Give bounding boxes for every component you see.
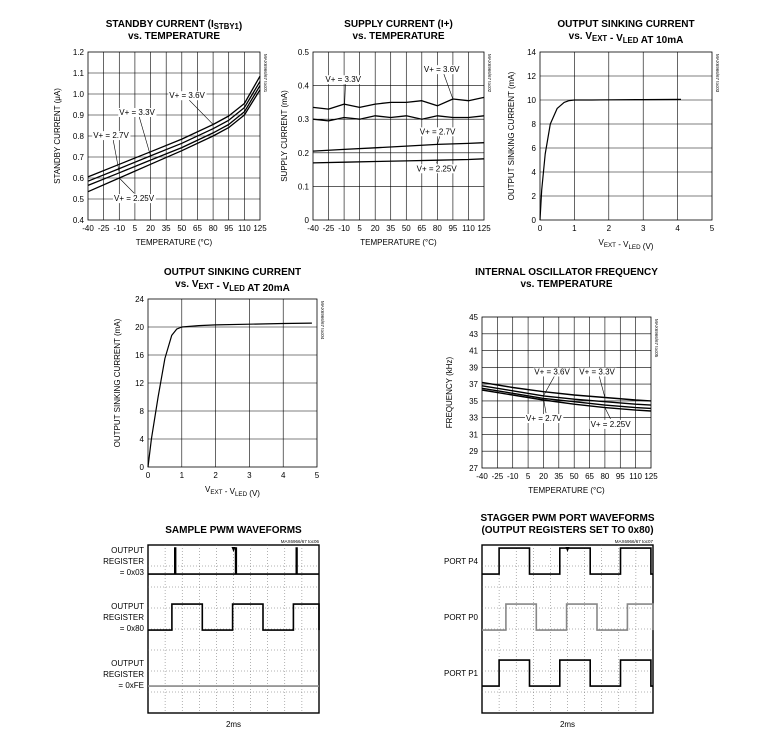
annotation-leader: [189, 100, 213, 124]
x-tick-label: 80: [208, 224, 218, 233]
series-annotation: V+ = 3.6V: [423, 65, 460, 75]
x-tick-label: -10: [113, 224, 126, 233]
series-annotation: V+ = 2.7V: [93, 131, 129, 141]
x-tick-label: 35: [161, 224, 171, 233]
x-axis-label: TEMPERATURE (°C): [360, 238, 437, 247]
channel-label: PORT P1: [444, 669, 478, 679]
series-annotation: V+ = 2.25V: [416, 164, 457, 174]
x-tick-label: 125: [253, 224, 267, 233]
y-tick-label: 8: [139, 407, 144, 416]
series-line: [540, 99, 681, 220]
x-tick-label: 35: [386, 224, 396, 233]
x-tick-label: 20: [146, 224, 155, 233]
scope-title-line: (OUTPUT REGISTERS SET TO 0x80): [481, 525, 654, 536]
chart-osc: [445, 267, 659, 495]
series-annotation: V+ = 2.7V: [526, 414, 562, 424]
chart-supply: [280, 19, 492, 247]
series-annotation: V+ = 3.6V: [534, 367, 570, 377]
figure-code: MAX6966/67 toc03: [715, 54, 720, 93]
x-tick-label: 0: [537, 224, 543, 233]
x-axis-label: TEMPERATURE (°C): [528, 486, 605, 495]
chart-title-line: OUTPUT SINKING CURRENT: [163, 267, 302, 278]
chart-sink20: [113, 267, 325, 498]
y-tick-label: 24: [135, 295, 144, 304]
x-tick-label: -40: [307, 224, 319, 233]
x-tick-label: -25: [491, 472, 504, 481]
chart-title-line: vs. TEMPERATURE: [520, 279, 613, 290]
series-line: [313, 97, 484, 109]
y-axis-label: FREQUENCY (kHz): [445, 356, 454, 429]
timebase-label: 2ms: [559, 720, 576, 729]
x-tick-label: 65: [193, 224, 202, 233]
figure-code: MAX6966/67 toc06: [280, 539, 319, 544]
channel-label: = 0xFE: [118, 681, 144, 691]
series-line: [88, 90, 260, 192]
x-tick-label: 20: [539, 472, 548, 481]
y-tick-label: 1.2: [72, 48, 84, 57]
x-tick-label: 3: [640, 224, 646, 233]
x-axis-label: $V_{EXT} - V_{LED}$ (V): [205, 485, 260, 498]
x-tick-label: 50: [569, 472, 579, 481]
x-tick-label: 95: [448, 224, 458, 233]
figure-code: MAX6966/67 toc01: [263, 54, 268, 93]
y-tick-label: 39: [469, 363, 478, 373]
x-tick-label: 2: [606, 224, 612, 233]
figure-code: MAX6966/67 toc07: [614, 539, 653, 544]
y-tick-label: 0.8: [72, 132, 84, 141]
scope-pwm: [103, 525, 319, 729]
channel-label: OUTPUT: [111, 659, 144, 669]
series-line: [313, 116, 484, 121]
x-tick-label: 80: [600, 472, 610, 481]
y-tick-label: 0.5: [72, 195, 84, 204]
series-annotation: V+ = 2.25V: [590, 419, 631, 429]
series-annotation: V+ = 2.7V: [419, 127, 456, 137]
y-tick-label: 41: [469, 346, 478, 356]
y-tick-label: 0.6: [72, 174, 84, 183]
y-tick-label: 31: [469, 430, 478, 440]
x-axis-label: TEMPERATURE (°C): [135, 238, 213, 247]
x-tick-label: 5: [709, 224, 715, 233]
annotation-leader: [139, 117, 150, 156]
x-tick-label: 3: [247, 471, 252, 480]
x-tick-label: 20: [370, 224, 380, 233]
y-tick-label: 0.4: [297, 81, 309, 91]
y-tick-label: 0.3: [297, 115, 309, 125]
x-tick-label: 5: [357, 224, 362, 233]
y-tick-label: 0.4: [72, 216, 84, 225]
y-tick-label: 2: [531, 192, 536, 201]
chart-title-line: INTERNAL OSCILLATOR FREQUENCY: [475, 267, 658, 278]
y-tick-label: 8: [531, 120, 536, 129]
chart-title-line: vs. $V_{EXT} - V_{LED}$ AT 10mA: [568, 31, 684, 46]
x-tick-label: 0: [145, 471, 151, 480]
y-tick-label: 1.0: [72, 90, 84, 99]
series-line: [313, 143, 484, 151]
x-tick-label: 95: [224, 224, 234, 233]
y-tick-label: 0.9: [72, 111, 84, 120]
y-tick-label: 43: [469, 329, 478, 339]
y-tick-label: 0.7: [72, 153, 84, 162]
x-tick-label: 80: [432, 224, 442, 233]
channel-label: PORT P4: [444, 557, 478, 567]
annotation-leader: [444, 74, 453, 99]
y-tick-label: 45: [469, 313, 478, 322]
y-tick-label: 1.1: [72, 69, 84, 78]
x-tick-label: -25: [322, 224, 335, 233]
x-tick-label: -10: [506, 472, 519, 481]
y-tick-label: 14: [527, 48, 536, 57]
x-tick-label: 1: [179, 471, 185, 480]
series-annotation: V+ = 3.3V: [579, 367, 615, 377]
x-tick-label: 1: [572, 224, 577, 233]
channel-label: = 0x80: [119, 624, 144, 634]
x-tick-label: 5: [314, 471, 320, 480]
series-line: [148, 323, 312, 467]
annotation-leader: [599, 376, 605, 397]
x-tick-label: 110: [629, 472, 643, 481]
channel-label: OUTPUT: [111, 546, 144, 556]
figure-code: MAX6966/67 toc05: [654, 319, 659, 358]
x-tick-label: 2: [213, 471, 218, 480]
x-tick-label: 5: [525, 472, 531, 481]
x-tick-label: 110: [237, 224, 251, 233]
y-tick-label: 35: [469, 396, 478, 406]
chart-title-line: vs. TEMPERATURE: [127, 31, 221, 42]
x-tick-label: 125: [644, 472, 658, 481]
y-tick-label: 0.5: [297, 48, 309, 57]
y-tick-label: 16: [135, 351, 144, 360]
y-axis-label: OUTPUT SINKING CURRENT (mA): [113, 318, 122, 448]
x-tick-label: 4: [675, 224, 680, 233]
waveform-trace: [482, 660, 653, 686]
series-line: [482, 386, 651, 405]
annotation-leader: [113, 140, 119, 173]
y-tick-label: 37: [469, 380, 478, 390]
x-tick-label: 50: [401, 224, 411, 233]
y-axis-label: SUPPLY CURRENT (mA): [280, 90, 289, 182]
plot-frame: [540, 52, 712, 220]
channel-label: REGISTER: [103, 613, 144, 623]
chart-title-line: SUPPLY CURRENT (I+): [344, 19, 453, 30]
y-tick-label: 10: [527, 96, 536, 105]
scope-title-line: SAMPLE PWM WAVEFORMS: [165, 525, 302, 536]
y-tick-label: 33: [469, 413, 478, 423]
y-tick-label: 6: [531, 144, 536, 153]
y-tick-label: 0: [139, 463, 144, 472]
channel-label: REGISTER: [103, 670, 144, 680]
y-tick-label: 0.1: [297, 182, 309, 192]
y-axis-label: OUTPUT SINKING CURRENT (mA): [507, 71, 516, 201]
grid: [540, 52, 712, 220]
series-annotation: V+ = 2.25V: [114, 194, 155, 204]
chart-title-line: STANDBY CURRENT $(I_{STBY1})$: [105, 19, 243, 32]
annotation-leader: [437, 136, 439, 144]
series-line: [313, 159, 484, 163]
y-tick-label: 29: [469, 447, 478, 457]
y-tick-label: 0: [304, 216, 309, 225]
y-tick-label: 27: [469, 464, 478, 473]
x-tick-label: -25: [97, 224, 110, 233]
x-tick-label: 110: [462, 224, 475, 233]
series-annotation: V+ = 3.3V: [325, 75, 362, 85]
scope-title-line: STAGGER PWM PORT WAVEFORMS: [480, 513, 655, 524]
chart-title-line: OUTPUT SINKING CURRENT: [557, 19, 695, 30]
annotation-leader: [605, 408, 611, 419]
channel-label: OUTPUT: [111, 602, 144, 612]
chart-sink10: [507, 19, 720, 251]
x-tick-label: 65: [417, 224, 427, 233]
channel-label: REGISTER: [103, 557, 144, 567]
series-annotation: V+ = 3.3V: [119, 108, 155, 117]
x-tick-label: 50: [177, 224, 187, 233]
x-tick-label: 5: [132, 224, 138, 233]
x-tick-label: -40: [82, 224, 94, 233]
annotation-leader: [119, 178, 134, 193]
x-tick-label: 65: [585, 472, 594, 481]
y-tick-label: 0: [531, 216, 536, 225]
series-annotation: V+ = 3.6V: [169, 91, 205, 101]
chart-title-line: vs. $V_{EXT} - V_{LED}$ AT 20mA: [175, 279, 290, 294]
figure-code: MAX6966/67 toc02: [487, 54, 492, 93]
y-axis-label: STANDBY CURRENT (μA): [53, 88, 62, 184]
x-tick-label: -40: [476, 472, 488, 481]
y-tick-label: 12: [135, 379, 144, 388]
x-tick-label: -10: [338, 224, 350, 233]
y-tick-label: 4: [531, 168, 536, 177]
channel-label: PORT P0: [444, 613, 478, 623]
y-tick-label: 12: [527, 72, 536, 81]
x-axis-label: $V_{EXT} - V_{LED}$ (V): [598, 238, 654, 251]
x-tick-label: 95: [615, 472, 625, 481]
scope-stagger: [444, 513, 655, 729]
y-tick-label: 0.2: [297, 148, 309, 158]
y-tick-label: 20: [135, 323, 144, 332]
timebase-label: 2ms: [225, 720, 242, 729]
x-tick-label: 125: [477, 224, 491, 233]
y-tick-label: 4: [139, 435, 144, 444]
chart-title-line: vs. TEMPERATURE: [352, 31, 445, 42]
channel-label: = 0x03: [119, 568, 144, 578]
x-tick-label: 35: [554, 472, 564, 481]
chart-standby: [53, 19, 268, 247]
x-tick-label: 4: [280, 471, 286, 480]
figure-code: MAX6966/67 toc04: [320, 301, 325, 340]
